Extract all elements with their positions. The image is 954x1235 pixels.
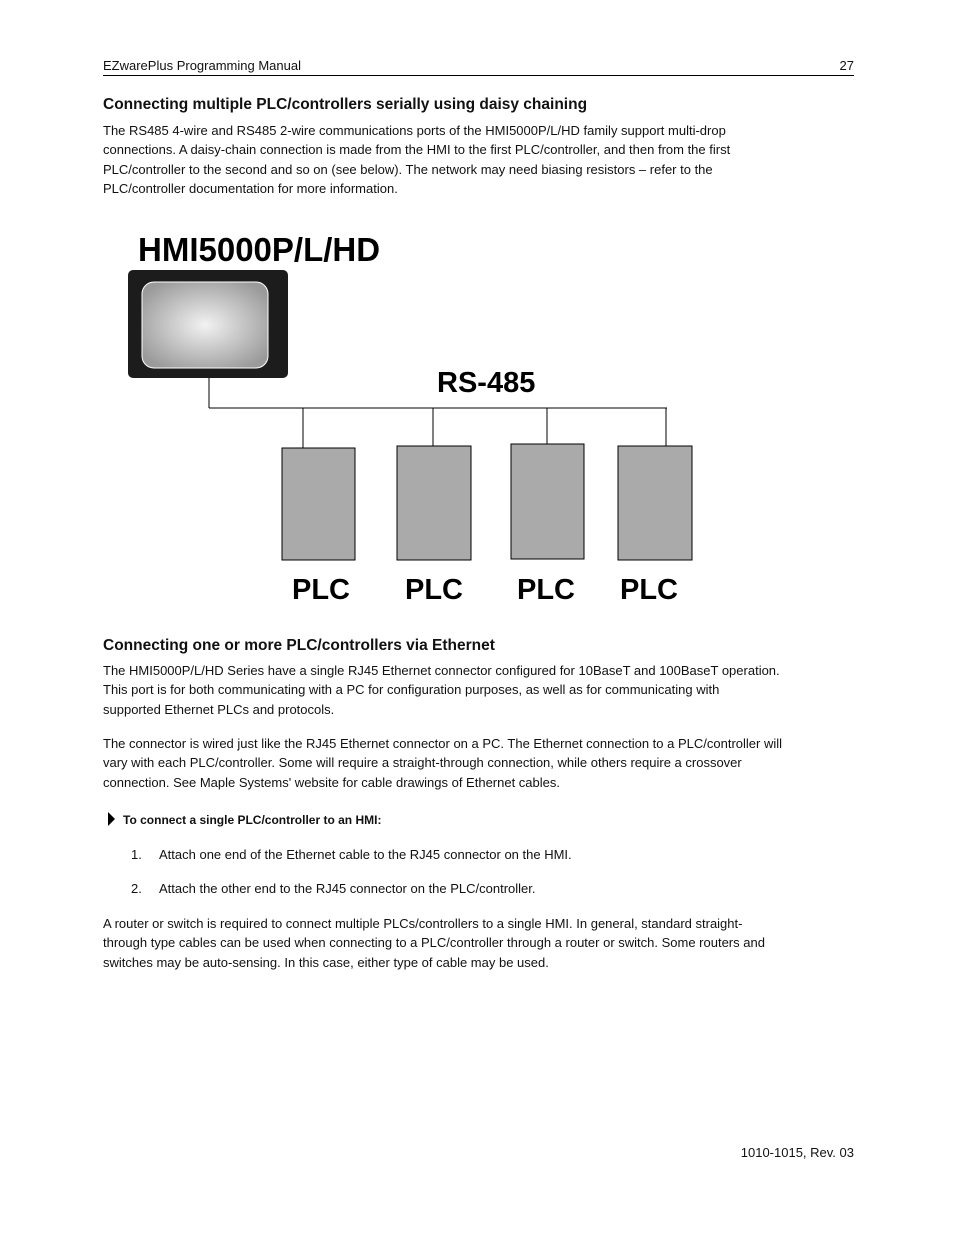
plc-label: PLC — [405, 574, 463, 606]
section-heading-daisy-chain: Connecting multiple PLC/controllers serially using daisy chaining — [103, 96, 588, 113]
text-line: connection. See Maple Systems' website for cable drawings of Ethernet cables. — [103, 774, 560, 790]
hmi-model-label: HMI5000P/L/HD — [138, 231, 381, 268]
plc-box — [511, 444, 584, 559]
procedure-arrow-icon — [108, 812, 115, 826]
rs485-bus-label: RS-485 — [437, 367, 536, 399]
text-line: The connector is wired just like the RJ45 Ethernet connector on a PC. The Ethernet connection to a PLC/controller will — [103, 736, 783, 751]
hmi-screen — [142, 282, 268, 368]
text-line: The HMI5000P/L/HD Series have a single RJ45 Ethernet connector configured for 10BaseT and 100BaseT operation. — [103, 663, 780, 678]
diagram-svg — [0, 220, 954, 620]
text-line: PLC/controller to the second and so on (see below). The network may need biasing resistors – refer to the — [103, 161, 713, 177]
procedure-title-text: To connect a single PLC/controller to an HMI: — [123, 813, 382, 827]
procedure-title — [108, 811, 381, 829]
plc-box — [618, 446, 692, 560]
text-line: PLC/controller documentation for more information. — [103, 180, 398, 196]
ethernet-paragraph-2 — [103, 734, 854, 792]
text-line: connections. A daisy-chain connection is made from the HMI to the first PLC/controller, and then from the first — [103, 142, 731, 158]
plc-label: PLC — [292, 574, 350, 606]
ethernet-paragraph-1 — [103, 661, 854, 719]
text-line: A router or switch is required to connect multiple PLCs/controllers to a single HMI. In general, standard straight- — [103, 916, 743, 931]
plc-box — [397, 446, 471, 560]
list-item — [131, 879, 536, 898]
text-line: supported Ethernet PLCs and protocols. — [103, 701, 335, 717]
plc-label: PLC — [620, 574, 678, 606]
page-number: 27 — [839, 58, 854, 73]
document-reference: 1010-1015, Rev. 03 — [740, 1145, 854, 1160]
step-number: 1. — [131, 847, 142, 862]
text-line: vary with each PLC/controller. Some will require a straight-through connection, while others require a crossover — [103, 755, 742, 771]
page-header — [103, 57, 854, 76]
manual-title: EZwarePlus Programming Manual — [103, 58, 301, 73]
text-line: switches may be auto-sensing. In this case, either type of cable may be used. — [103, 954, 549, 970]
text-line: The RS485 4-wire and RS485 2-wire communications ports of the HMI5000P/L/HD family support multi-drop — [103, 123, 726, 138]
plc-box — [282, 448, 355, 560]
text-line: This port is for both communicating with a PC for configuration purposes, as well as for communicating with — [103, 682, 720, 698]
ethernet-paragraph-3 — [103, 914, 854, 972]
plc-label: PLC — [517, 574, 575, 606]
daisy-chain-paragraph — [103, 121, 854, 198]
section-heading-ethernet: Connecting one or more PLC/controllers via Ethernet — [103, 637, 495, 654]
list-item — [131, 845, 572, 864]
rs485-daisy-chain-diagram — [0, 220, 954, 620]
step-text: Attach one end of the Ethernet cable to the RJ45 connector on the HMI. — [159, 847, 572, 862]
step-text: Attach the other end to the RJ45 connector on the PLC/controller. — [159, 881, 536, 896]
text-line: through type cables can be used when connecting to a PLC/controller through a router or switch. Some routers and — [103, 935, 765, 951]
step-number: 2. — [131, 881, 142, 896]
